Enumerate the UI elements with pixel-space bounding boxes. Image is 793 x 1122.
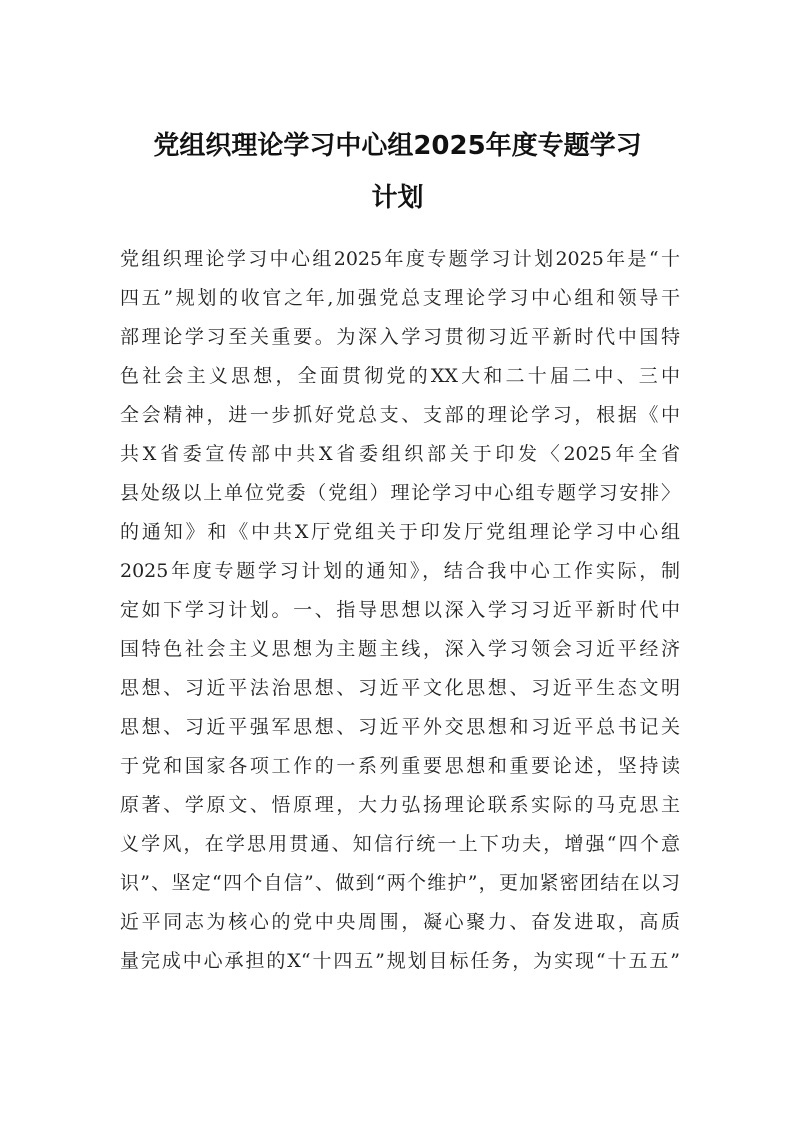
body-line: 识”、坚定“四个自信”、做到“两个维护”，更加紧密团结在以习 [120,872,680,894]
body-line: 定如下学习计划。一、指导思想以深入学习习近平新时代中 [120,599,680,621]
title-line-2: 计划 [371,183,424,213]
body-line: 思想、习近平强军思想、习近平外交思想和习近平总书记关 [120,716,680,738]
body-line: 四五”规划的收官之年,加强党总支理论学习中心组和领导干 [120,287,680,309]
body-line: 部理论学习至关重要。为深入学习贯彻习近平新时代中国特 [120,326,680,348]
body-line: 全会精神，进一步抓好党总支、支部的理论学习，根据《中 [120,404,680,426]
body-line: 的通知》和《中共X厅党组关于印发厅党组理论学习中心组 [120,521,680,543]
body-line: 色社会主义思想，全面贯彻党的XX大和二十届二中、三中 [120,365,680,387]
body-line: 党组织理论学习中心组2025年度专题学习计划2025年是“十 [120,248,680,270]
title-line-1: 党组织理论学习中心组2025年度专题学习 [153,131,642,161]
body-line: 共X省委宣传部中共X省委组织部关于印发〈2025年全省 [120,443,680,465]
body-line: 原著、学原文、悟原理，大力弘扬理论联系实际的马克思主 [120,794,680,816]
body-line: 国特色社会主义思想为主题主线，深入学习领会习近平经济 [120,638,680,660]
document-title [110,120,685,224]
document-body [120,240,680,981]
body-line: 2025年度专题学习计划的通知》，结合我中心工作实际，制 [120,560,680,582]
body-line: 近平同志为核心的党中央周围，凝心聚力、奋发进取，高质 [120,911,680,933]
body-line: 县处级以上单位党委（党组）理论学习中心组专题学习安排〉 [120,482,680,504]
body-line: 思想、习近平法治思想、习近平文化思想、习近平生态文明 [120,677,680,699]
body-line: 义学风，在学思用贯通、知信行统一上下功夫，增强“四个意 [120,833,680,855]
body-line: 量完成中心承担的X“十四五”规划目标任务，为实现“十五五” [120,950,680,972]
body-line: 于党和国家各项工作的一系列重要思想和重要论述，坚持读 [120,755,680,777]
